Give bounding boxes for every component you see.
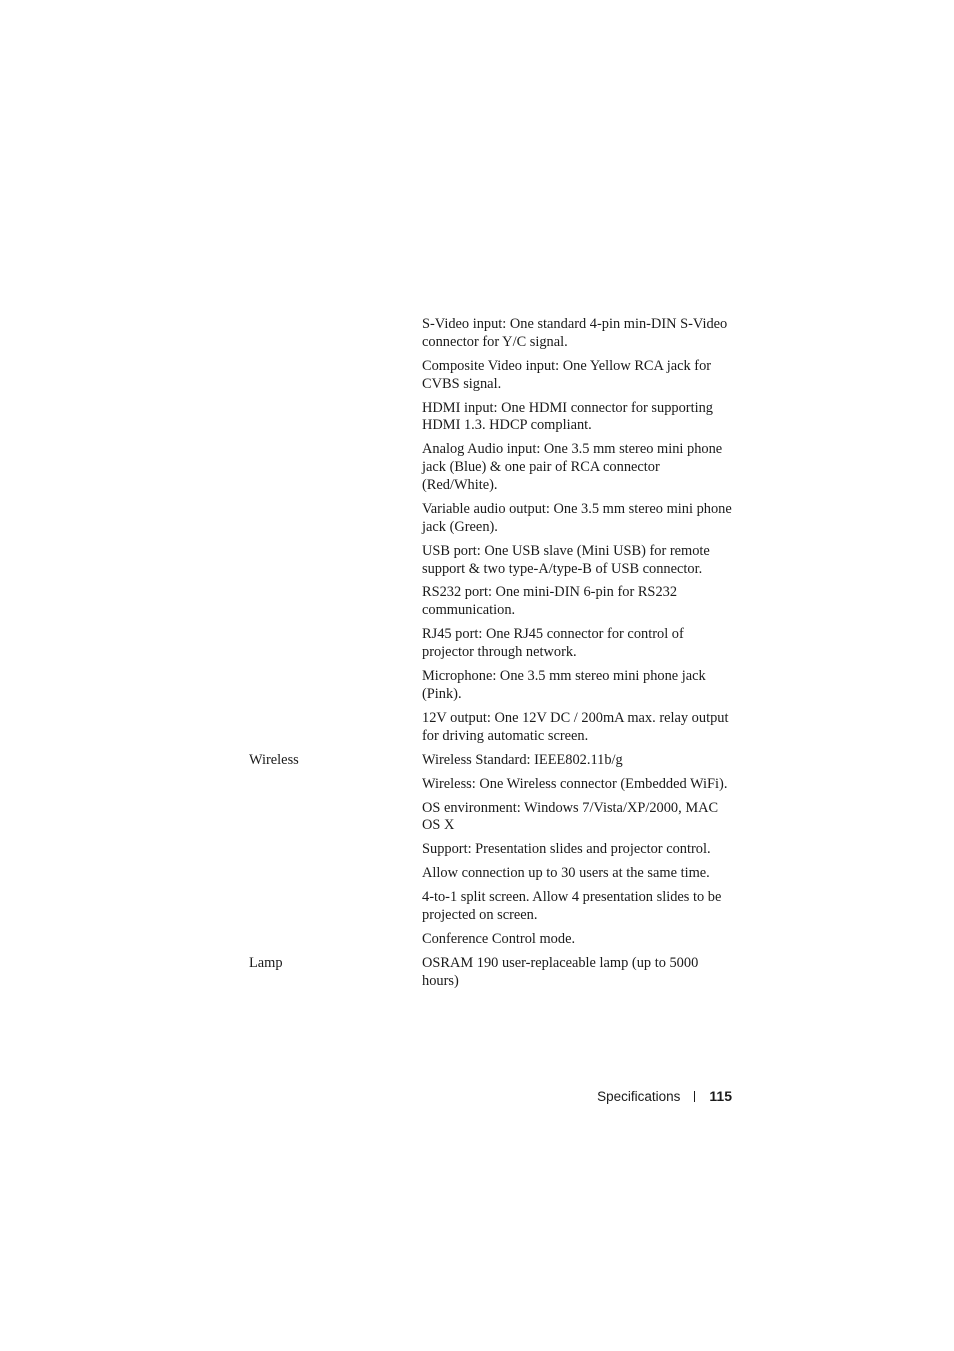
spec-item-svideo: S-Video input: One standard 4-pin min-DIN S-Video connector for Y/C signal.: [422, 316, 728, 350]
spec-item-wireless-standard: Wireless Standard: IEEE802.11b/g: [422, 751, 623, 768]
spec-item-os-environment: OS environment: Windows 7/Vista/XP/2000, MAC OS X: [422, 799, 719, 834]
spec-item-analog-audio: Analog Audio input: One 3.5 mm stereo mini phone jack (Blue) & one pair of RCA connector (Red/White).: [422, 441, 723, 493]
spec-row-wireless: [249, 752, 735, 955]
spec-item-composite: Composite Video input: One Yellow RCA jack for CVBS signal.: [422, 357, 712, 392]
spec-item-hdmi: HDMI input: One HDMI connector for supporting HDMI 1.3. HDCP compliant.: [422, 399, 713, 434]
spec-label-lamp: Lamp: [249, 955, 283, 972]
spec-item-lamp: OSRAM 190 user-replaceable lamp (up to 5000 hours): [422, 955, 699, 989]
spec-item-conference-mode: Conference Control mode.: [422, 931, 576, 948]
spec-label-wireless: Wireless: [249, 751, 299, 768]
spec-item-usb: USB port: One USB slave (Mini USB) for remote support & two type-A/type-B of USB connector.: [422, 542, 710, 577]
spec-item-microphone: Microphone: One 3.5 mm stereo mini phone jack (Pink).: [422, 668, 706, 702]
spec-item-rs232: RS232 port: One mini-DIN 6-pin for RS232 communication.: [422, 584, 678, 619]
spec-item-audio-output: Variable audio output: One 3.5 mm stereo mini phone jack (Green).: [422, 500, 732, 535]
spec-item-connections: Allow connection up to 30 users at the same time.: [422, 865, 710, 882]
page-number: 115: [709, 1088, 732, 1104]
spec-item-wireless-connector: Wireless: One Wireless connector (Embedded WiFi).: [422, 775, 728, 792]
spec-item-rj45: RJ45 port: One RJ45 connector for control of projector through network.: [422, 626, 684, 661]
spec-values: [422, 316, 735, 752]
spec-item-12v-output: 12V output: One 12V DC / 200mA max. relay output for driving automatic screen.: [422, 709, 729, 744]
spec-values: [422, 752, 735, 955]
footer-separator: [694, 1091, 695, 1102]
spec-row-connectors: [249, 316, 735, 752]
page-footer: [597, 1088, 732, 1104]
spec-values: [422, 955, 735, 997]
footer-section-title: Specifications: [597, 1088, 681, 1104]
spec-item-support: Support: Presentation slides and projector control.: [422, 841, 711, 858]
spec-item-split-screen: 4-to-1 split screen. Allow 4 presentation slides to be projected on screen.: [422, 889, 722, 924]
spec-table: [249, 316, 735, 997]
spec-row-lamp: [249, 955, 735, 997]
